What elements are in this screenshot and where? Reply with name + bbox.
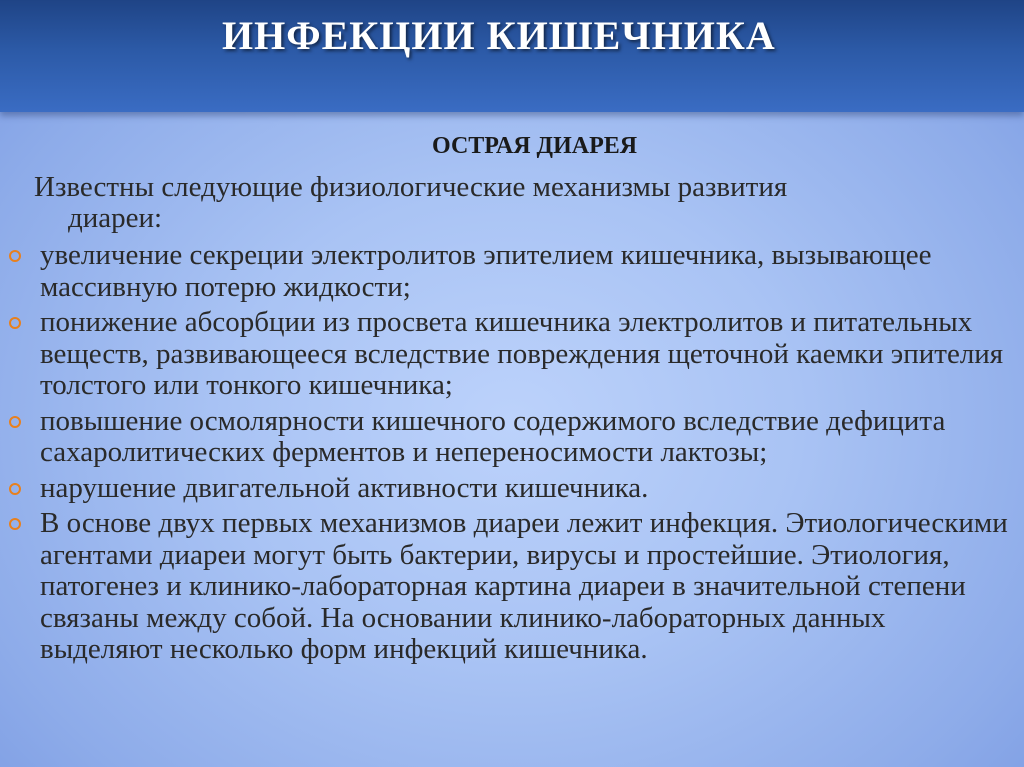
list-item bbox=[0, 508, 1024, 666]
list-item bbox=[0, 307, 1024, 402]
title-bar bbox=[0, 0, 1024, 112]
list-item-text: нарушение двигательной активности кишечника. bbox=[40, 471, 649, 504]
list-item-text: В основе двух первых механизмов диареи лежит инфекция. Этиологическими агентами диареи могут быть бактерии, вирусы и простейшие. Этиология, патогенез и клинико-лабораторная картина диареи в значительной степени связаны между собой. На основании клинико-лабораторных данных выделяют несколько форм инфекций кишечника. bbox=[40, 507, 1008, 665]
list-item-text: повышение осмолярности кишечного содержимого вследствие дефицита сахаролитических ферментов и непереносимости лактозы; bbox=[40, 404, 946, 468]
list-item bbox=[0, 240, 1024, 303]
bullet-circle-icon bbox=[9, 483, 21, 495]
section-subtitle: ОСТРАЯ ДИАРЕЯ bbox=[432, 133, 638, 159]
bullet-circle-icon bbox=[9, 416, 21, 428]
bullet-circle-icon bbox=[9, 317, 21, 329]
intro-paragraph bbox=[34, 172, 1009, 234]
page-title: ИНФЕКЦИИ КИШЕЧНИКА bbox=[222, 13, 776, 58]
bullet-circle-icon bbox=[9, 250, 21, 262]
bullet-circle-icon bbox=[9, 518, 21, 530]
intro-line-2: диареи: bbox=[68, 202, 163, 234]
list-item-text: увеличение секреции электролитов эпителием кишечника, вызывающее массивную потерю жидкости; bbox=[40, 239, 932, 303]
intro-line-1: Известны следующие физиологические механизмы развития bbox=[34, 171, 788, 203]
mechanism-list bbox=[0, 240, 1024, 670]
list-item-text: понижение абсорбции из просвета кишечника электролитов и питательных веществ, развивающееся вследствие повреждения щеточной каемки эпителия толстого или тонкого кишечника; bbox=[40, 306, 1004, 401]
list-item bbox=[0, 473, 1024, 505]
list-item bbox=[0, 406, 1024, 469]
